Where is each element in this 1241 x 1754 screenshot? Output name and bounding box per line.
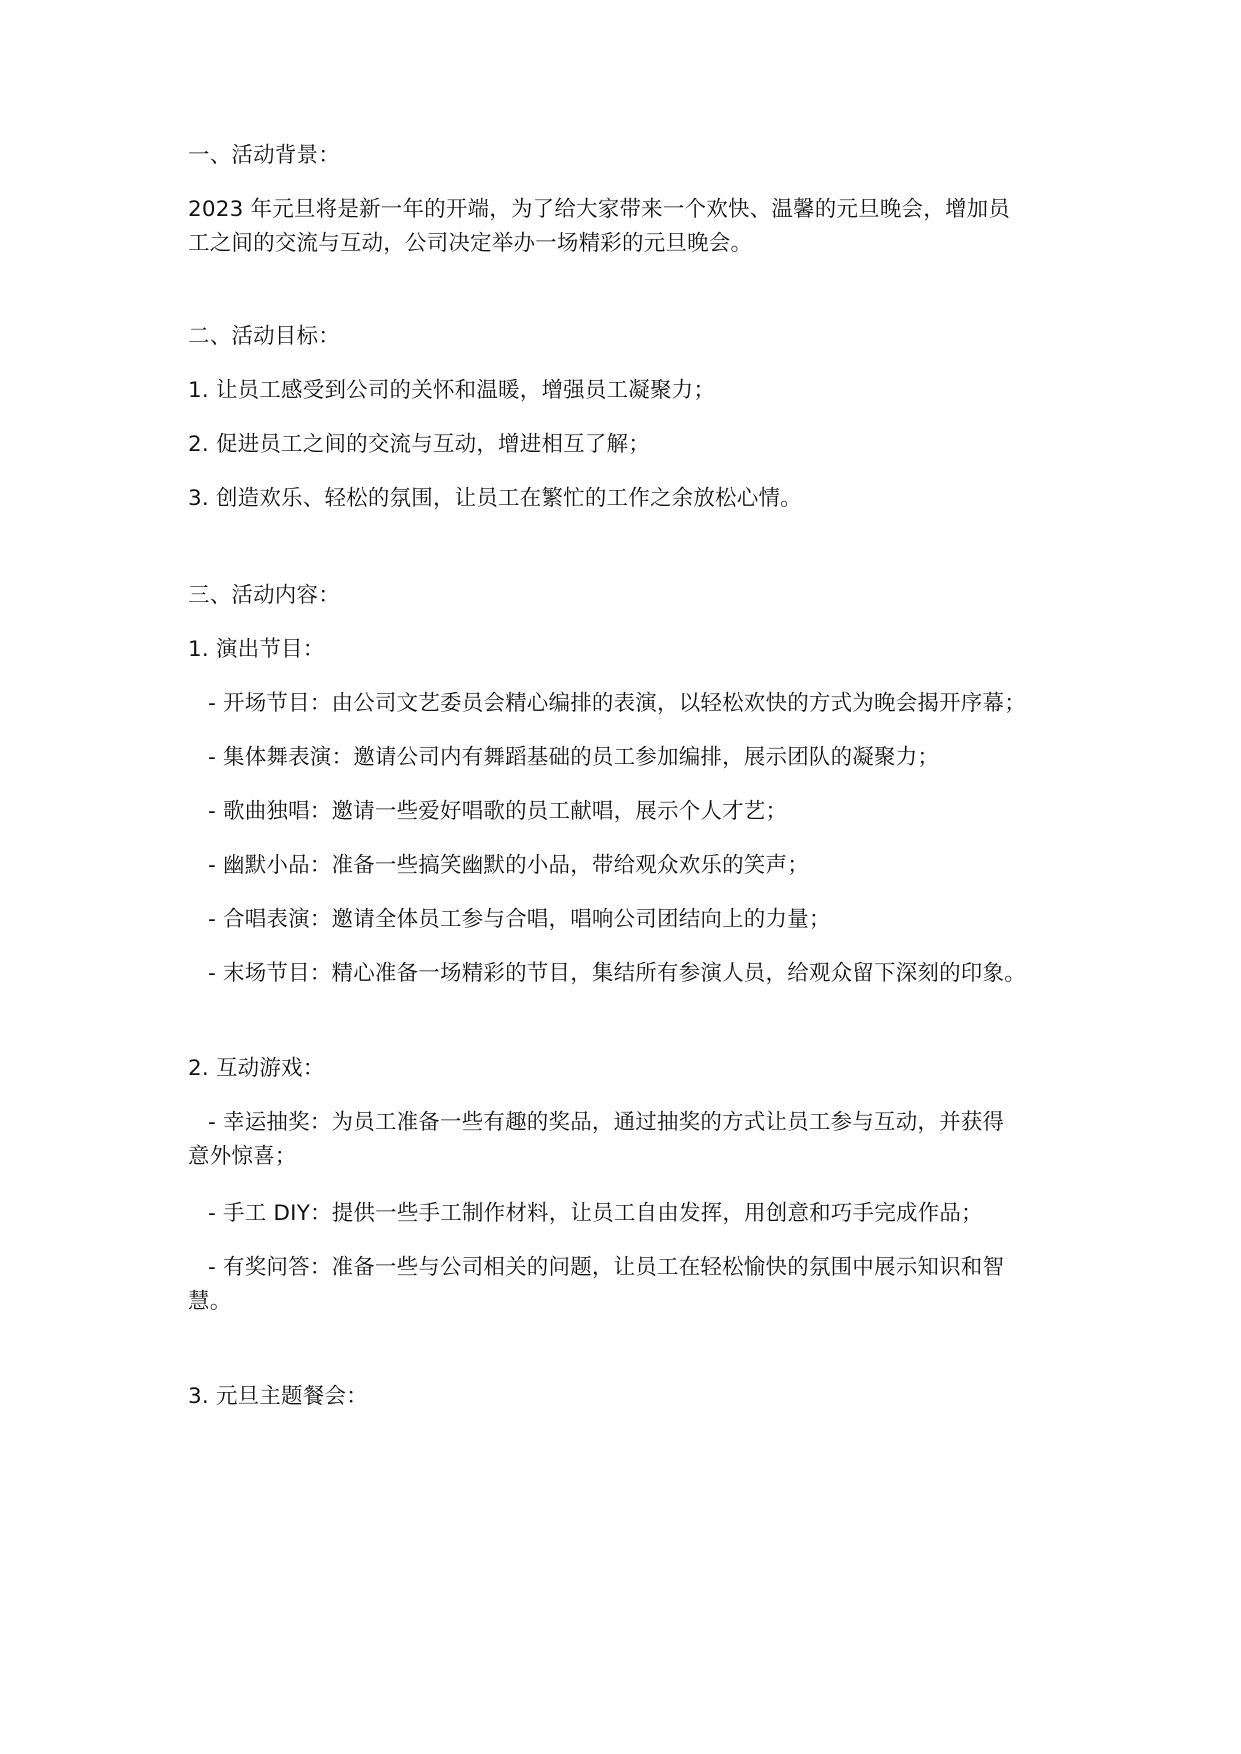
section-heading-goals: 二、活动目标： [188,324,340,349]
subsection-title-performances: 1. 演出节目： [188,637,325,662]
game-item-quiz-line-1: - 有奖问答：准备一些与公司相关的问题，让员工在轻松愉快的氛围中展示知识和智 [208,1255,1005,1280]
subsection-title-games: 2. 互动游戏： [188,1056,325,1081]
game-item-quiz-line-2: 慧。 [188,1289,232,1314]
goal-item-3: 3. 创造欢乐、轻松的氛围，让员工在繁忙的工作之余放松心情。 [188,486,802,511]
game-item-lucky-draw-line-1: - 幸运抽奖：为员工准备一些有趣的奖品，通过抽奖的方式让员工参与互动，并获得 [208,1110,1005,1135]
performance-item-finale: - 末场节目：精心准备一场精彩的节目，集结所有参演人员，给观众留下深刻的印象。 [208,961,1026,986]
game-item-diy: - 手工 DIY：提供一些手工制作材料，让员工自由发挥，用创意和巧手完成作品； [208,1201,983,1226]
performance-item-opening: - 开场节目：由公司文艺委员会精心编排的表演，以轻松欢快的方式为晚会揭开序幕； [208,691,1026,716]
goal-item-2: 2. 促进员工之间的交流与互动，增进相互了解； [188,432,650,457]
subsection-title-banquet: 3. 元旦主题餐会： [188,1384,368,1409]
performance-item-chorus: - 合唱表演：邀请全体员工参与合唱，唱响公司团结向上的力量； [208,907,831,932]
background-paragraph-line-1: 2023 年元旦将是新一年的开端，为了给大家带来一个欢快、温馨的元旦晚会，增加员 [188,197,1011,222]
performance-item-solo-song: - 歌曲独唱：邀请一些爱好唱歌的员工献唱，展示个人才艺； [208,799,788,824]
performance-item-group-dance: - 集体舞表演：邀请公司内有舞蹈基础的员工参加编排，展示团队的凝聚力； [208,745,940,770]
performance-item-comedy-sketch: - 幽默小品：准备一些搞笑幽默的小品，带给观众欢乐的笑声； [208,853,809,878]
goal-item-1: 1. 让员工感受到公司的关怀和温暖，增强员工凝聚力； [188,378,716,403]
section-heading-content: 三、活动内容： [188,583,340,608]
game-item-lucky-draw-line-2: 意外惊喜； [188,1144,297,1169]
section-heading-background: 一、活动背景： [188,143,340,168]
background-paragraph-line-2: 工之间的交流与互动，公司决定举办一场精彩的元旦晚会。 [188,231,753,256]
